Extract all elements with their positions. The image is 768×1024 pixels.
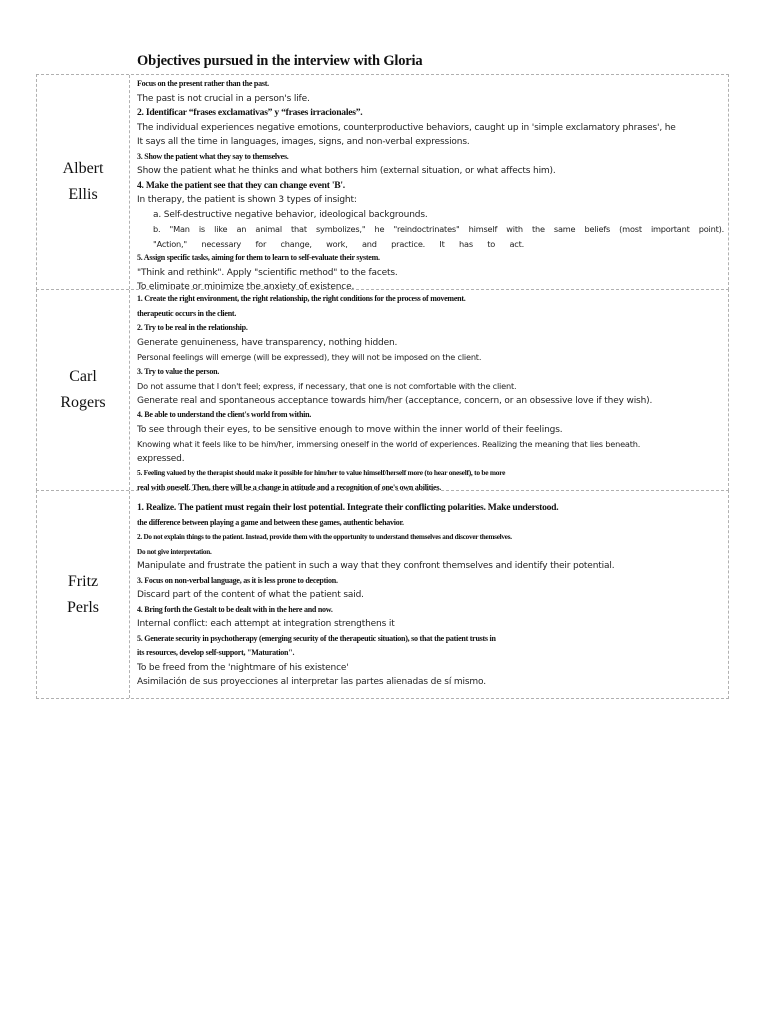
objectives-cell [137,501,724,690]
objective-text: Discard part of the content of what the patient said. [137,590,364,600]
objective-text: Do not assume that I don't feel; express, if necessary, that one is not comfortable with the client. [137,381,517,391]
therapist-last-name: Ellis [68,186,98,203]
objective-heading: 5. Generate security in psychotherapy (emerging security of the therapeutic situation), so that the patient trusts in [137,633,496,643]
insight-item-a: a. Self-destructive negative behavior, ideological backgrounds. [153,209,428,220]
therapist-name-cell [37,491,130,698]
objective-text: Asimilación de sus proyecciones al interpretar las partes alienadas de sí mismo. [137,677,486,687]
objective-heading: 5. Assign specific tasks, aiming for them to learn to self-evaluate their system. [137,253,380,262]
objective-heading: 3. Focus on non-verbal language, as it is less prone to deception. [137,575,338,585]
objective-heading: 1. Realize. The patient must regain their lost potential. Integrate their conflicting polarities. Make understood. [137,502,559,513]
table-row-carl-rogers [36,289,729,491]
therapist-first-name: Albert [62,160,104,177]
objective-heading: 4. Bring forth the Gestalt to be dealt with in the here and now. [137,604,333,614]
objective-text: Knowing what it feels like to be him/her, immersing oneself in the world of experiences. Realizing the meaning that lies beneath. [137,439,641,449]
objective-heading: Focus on the present rather than the past. [137,79,269,88]
insight-item-b: b. "Man is like an animal that symbolizes," he "reindoctrinates" himself with the same beliefs (most important point). [153,224,724,234]
objective-heading: 3. Try to value the person. [137,366,220,376]
therapist-first-name: Carl [69,368,97,385]
therapist-last-name: Perls [67,598,99,616]
objective-text: The past is not crucial in a person's life. [137,93,310,104]
table-row-albert-ellis [36,74,729,290]
objective-text: expressed. [137,453,185,464]
objective-heading: 5. Feeling valued by the therapist should make it possible for him/her to value himself/herself more (to hear oneself), to be more [137,468,506,477]
objective-text: To see through their eyes, to be sensitive enough to move within the inner world of their feelings. [137,424,563,435]
therapist-last-name: Rogers [60,394,106,411]
objective-heading: real with oneself. Then, there will be a change in attitude and a recognition of one's own abilities. [137,482,441,492]
objective-text: Personal feelings will emerge (will be expressed), they will not be imposed on the client. [137,352,482,362]
objective-heading: its resources, develop self-support, "Maturation". [137,648,295,657]
objective-heading: 2. Try to be real in the relationship. [137,323,248,332]
objective-heading: 4. Make the patient see that they can change event 'B'. [137,179,345,191]
objective-text: Generate genuineness, have transparency, nothing hidden. [137,337,398,348]
objective-heading: 3. Show the patient what they say to themselves. [137,151,289,161]
objective-text: The individual experiences negative emotions, counterproductive behaviors, caught up in 'simple exclamatory phrases', he [137,122,676,133]
objective-heading: Do not give interpretation. [137,547,212,556]
objectives-cell [137,292,724,495]
objective-text: Manipulate and frustrate the patient in such a way that they confront themselves and identify their potential. [137,561,615,571]
objective-heading: therapeutic occurs in the client. [137,308,237,318]
objective-text: Internal conflict: each attempt at integration strengthens it [137,619,395,629]
objective-text: Generate real and spontaneous acceptance towards him/her (acceptance, concern, or an obsessive love if they wish). [137,395,653,406]
objective-heading: 2. Do not explain things to the patient. Instead, provide them with the opportunity to understand themselves and discover themselves. [137,533,512,541]
therapist-name-cell [37,75,130,289]
objective-heading: the difference between playing a game and between these games, authentic behavior. [137,517,404,527]
table-row-fritz-perls [36,490,729,699]
objective-heading: 1. Create the right environment, the right relationship, the right conditions for the process of movement. [137,294,466,303]
objective-text: To be freed from the 'nightmare of his existence' [137,662,349,673]
objective-text: In therapy, the patient is shown 3 types of insight: [137,195,357,205]
insight-item-c: "Action," necessary for change, work, and practice. It has to act. [153,238,524,249]
therapist-name-cell [37,290,130,490]
page-title: Objectives pursued in the interview with Gloria [137,53,423,69]
objectives-cell [137,77,724,295]
objective-text: Show the patient what he thinks and what bothers him (external situation, or what affects him). [137,166,556,176]
objective-heading: 2. Identificar “frases exclamativas” y “frases irracionales”. [137,107,363,118]
therapist-first-name: Fritz [67,572,99,590]
objective-text: It says all the time in languages, images, signs, and non-verbal expressions. [137,137,470,147]
objective-text: To eliminate or minimize the anxiety of existence. [137,282,355,292]
objective-text: "Think and rethink". Apply "scientific method" to the facets. [137,267,398,278]
objective-heading: 4. Be able to understand the client's world from within. [137,410,312,419]
